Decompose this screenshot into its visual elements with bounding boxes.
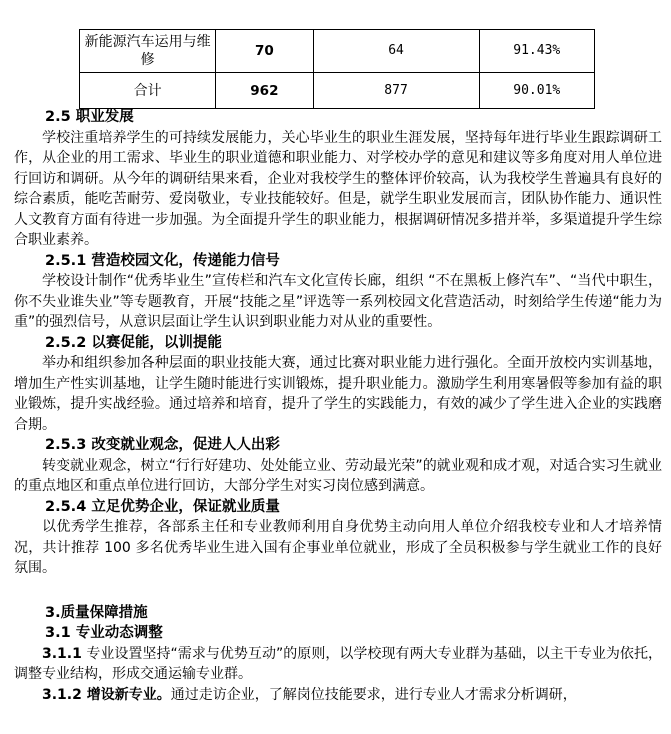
section-2-5-3-paragraph: 转变就业观念，树立“行行好建功、处处能立业、劳动最光荣”的就业观和成才观，对适合实习生就业的重点地区和重点单位进行回访，大部分学生对实习岗位感到满意。: [14, 457, 662, 494]
section-3-1-2-paragraph: [14, 685, 662, 706]
employment-stats-table: [79, 29, 595, 109]
section-3-1-2-label: 3.1.2 增设新专业。: [42, 686, 171, 703]
rate-cell: 91.43%: [479, 30, 594, 73]
major-name-cell: 新能源汽车运用与维修: [80, 30, 216, 73]
section-2-5-2-paragraph: 举办和组织参加各种层面的职业技能大赛，通过比赛对职业能力进行强化。全面开放校内实训基地，增加生产性实训基地，让学生随时能进行实训锻炼，提升职业能力。激励学生利用寒暑假等参加有益的职业锻炼，提升实战经验。通过培养和培育，提升了学生的实践能力，有效的减少了学生进入企业的实践磨合期。: [14, 355, 662, 433]
section-3-1-heading: 3.1 专业动态调整: [45, 625, 163, 641]
section-2-5-paragraph: 学校注重培养学生的可持续发展能力，关心毕业生的职业生涯发展，坚持每年进行毕业生跟踪调研工作，从企业的用工需求、毕业生的职业道德和职业能力、对学校办学的意见和建议等多角度对用人单位进行回访和调研。从今年的调研结果来看，企业对我校学生的整体评价较高，认为我校学生普遍具有良好的综合素质，能吃苦耐劳、爱岗敬业，专业技能较好。但是，就学生职业发展而言，团队协作能力、通识性人文教育方面有待进一步加强。为全面提升学生的职业能力，根据调研情况多措并举，多渠道提升学生综合职业素养。: [14, 129, 662, 248]
document-body: [14, 107, 662, 705]
section-2-5-1-paragraph: 学校设计制作“优秀毕业生”宣传栏和汽车文化宣传长廊，组织 “不在黑板上修汽车”、“当代中职生，你不失业谁失业”等专题教育，开展“技能之星”评选等一系列校园文化营造活动，时刻给学生传递“能力为重”的强烈信号，从意识层面让学生认识到职业能力对从业的重要性。: [14, 273, 662, 330]
section-3-heading: 3.质量保障措施: [45, 604, 148, 621]
total-rate-cell: 90.01%: [479, 73, 594, 109]
section-2-5-4-paragraph: 以优秀学生推荐，各部系主任和专业教师利用自身优势主动向用人单位介绍我校专业和人才培养情况，共计推荐 100 多名优秀毕业生进入国有企事业单位就业，形成了全员积极参与学生就业工作的良好氛围。: [14, 519, 662, 576]
employed-count-cell: 70: [216, 30, 313, 73]
blank-line: [14, 579, 662, 603]
table-row: [80, 73, 595, 109]
section-2-5-1-heading: 2.5.1 营造校园文化，传递能力信号: [45, 252, 280, 269]
section-2-5-3-heading: 2.5.3 改变就业观念，促进人人出彩: [45, 437, 280, 453]
section-3-1-1-label: 3.1.1: [42, 645, 82, 662]
section-2-5-2-heading: 2.5.2 以赛促能，以训提能: [45, 334, 222, 351]
section-3-1-2-text: 通过走访企业，了解岗位技能要求，进行专业人才需求分析调研，: [170, 686, 577, 703]
counterpart-count-cell: 64: [313, 30, 479, 73]
section-3-1-1-paragraph: [14, 644, 662, 685]
table-row: [80, 30, 595, 73]
section-3-1-1-text: 专业设置坚持“需求与优势互动”的原则，以学校现有两大专业群为基础，以主干专业为依托，调整专业结构，形成交通运输专业群。: [14, 645, 662, 682]
section-2-5-heading: 2.5 职业发展: [45, 109, 134, 125]
total-employed-cell: 962: [216, 73, 313, 109]
total-label-cell: 合计: [80, 73, 216, 109]
section-2-5-4-heading: 2.5.4 立足优势企业，保证就业质量: [45, 498, 280, 515]
total-counterpart-cell: 877: [313, 73, 479, 109]
